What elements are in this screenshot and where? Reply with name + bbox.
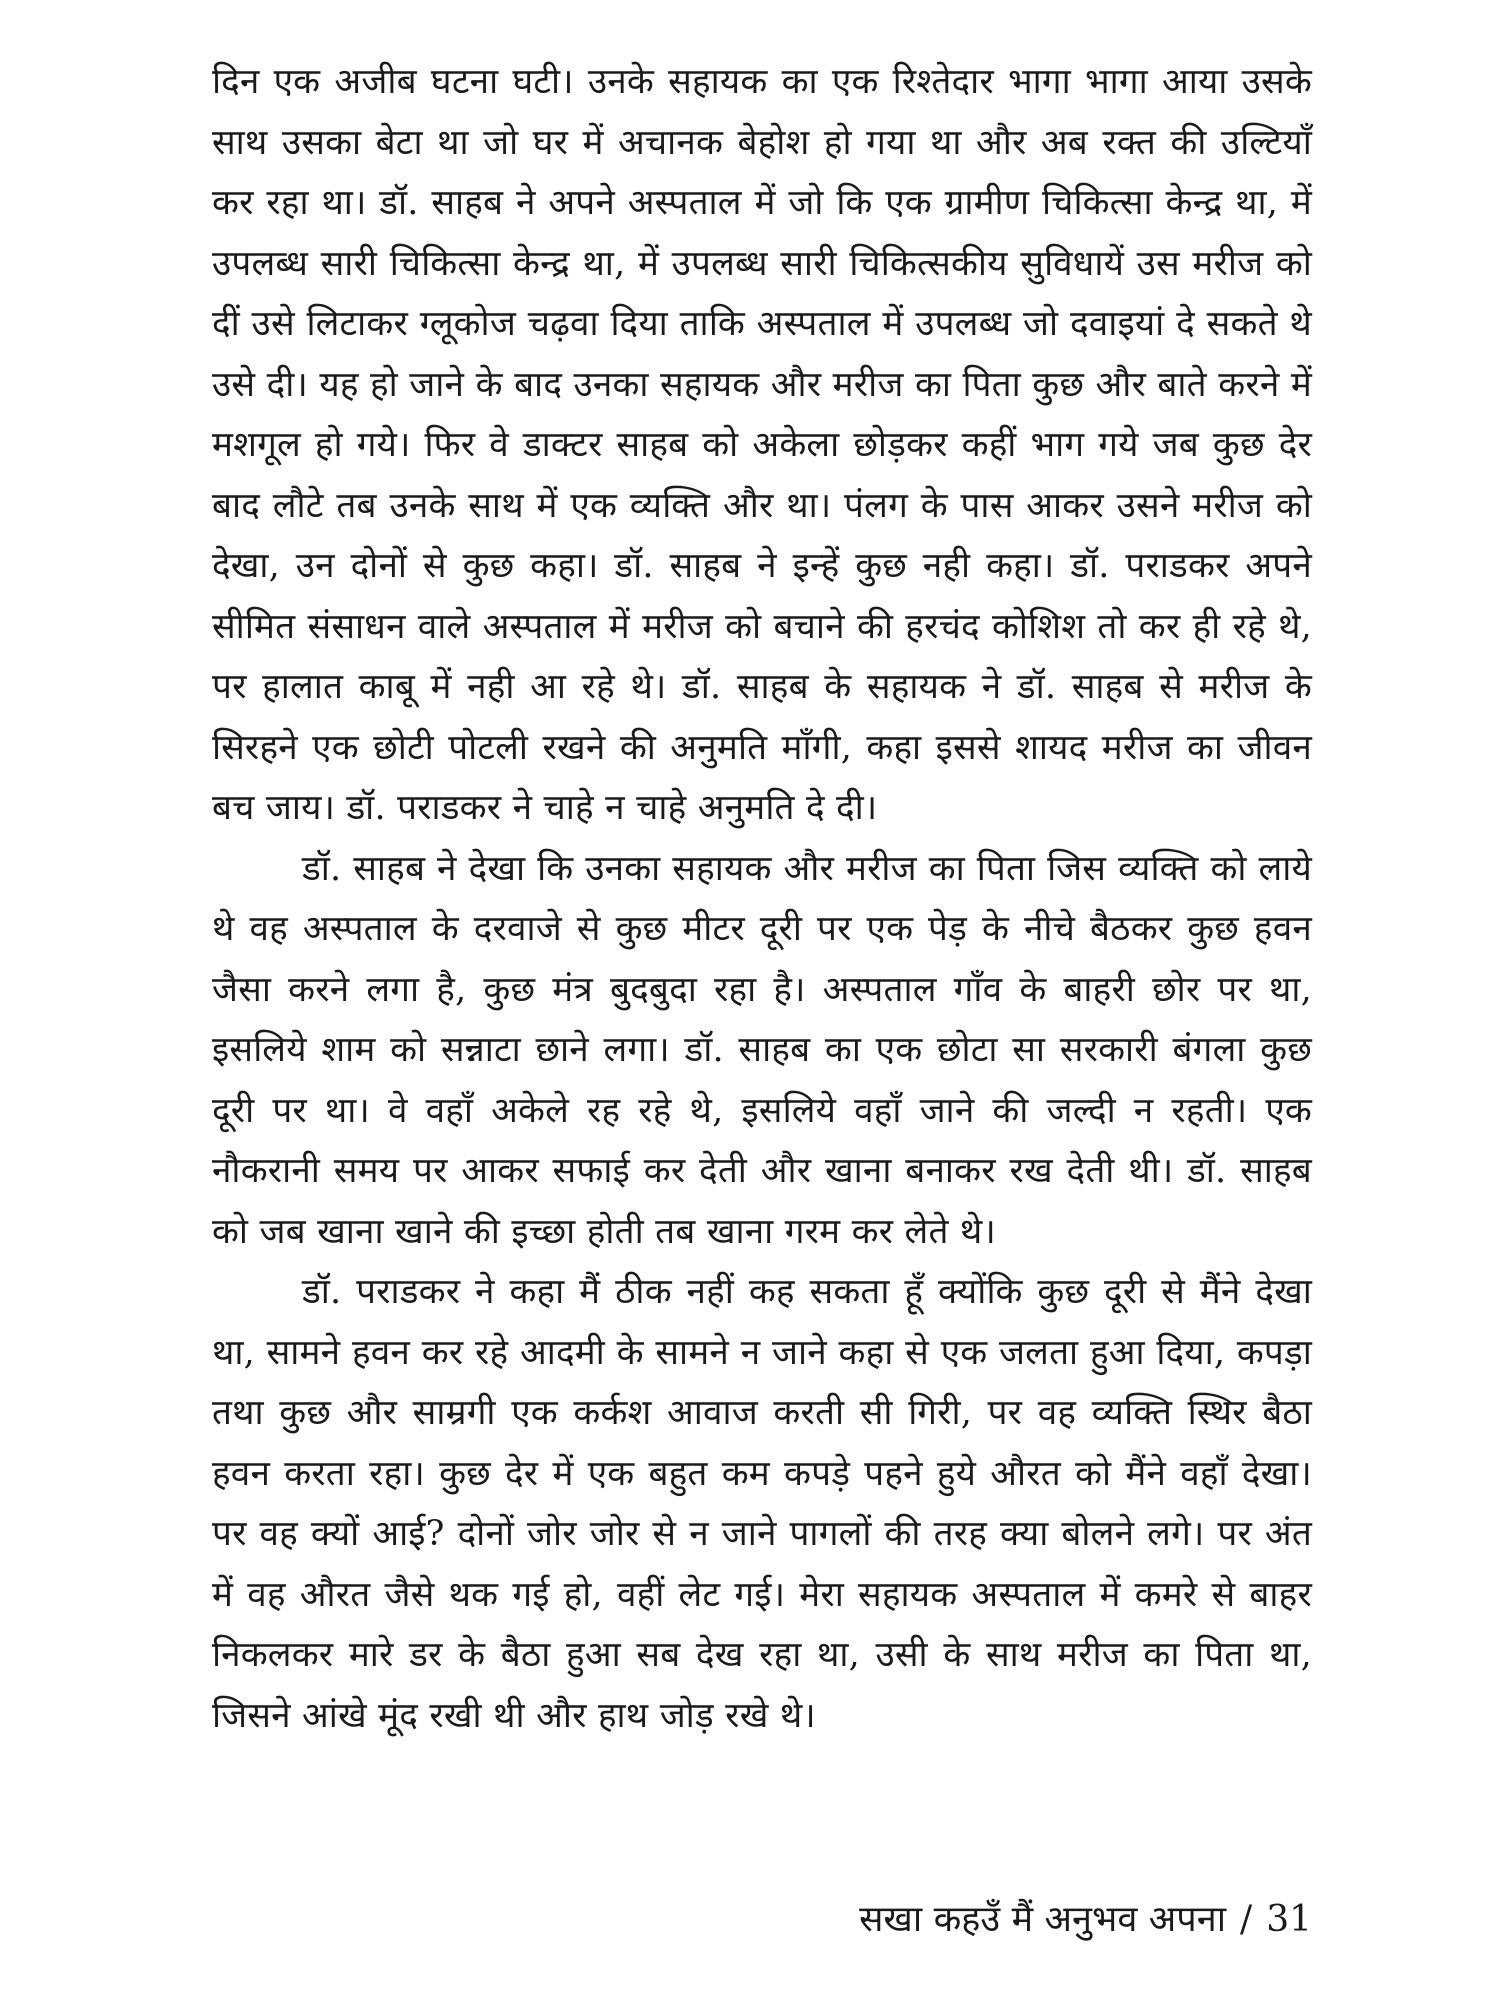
paragraph-2: डॉ. साहब ने देखा कि उनका सहायक और मरीज का पिता जिस व्यक्ति को लाये थे वह अस्पताल के दरवाजे से कुछ मीटर दूरी पर एक पेड़ के नीचे बैठकर कुछ हवन जैसा करने लगा है, कुछ मंत्र बुदबुदा रहा है। अस्पताल गाँव के बाहरी छोर पर था, इसलिये शाम को सन्नाटा छाने लगा। डॉ. साहब का एक छोटा सा सरकारी बंगला कुछ दूरी पर था। वे वहाँ अकेले रह रहे थे, इसलिये वहाँ जाने की जल्दी न रहती। एक नौकरानी समय पर आकर सफाई कर देती और खाना बनाकर रख देती थी। डॉ. साहब को जब खाना खाने की इच्छा होती तब खाना गरम कर लेते थे। (212, 848, 1312, 1252)
page-footer (859, 1890, 1312, 1950)
paragraph-3: डॉ. पराडकर ने कहा मैं ठीक नहीं कह सकता हूँ क्योंकि कुछ दूरी से मैंने देखा था, सामने हवन कर रहे आदमी के सामने न जाने कहा से एक जलता हुआ दिया, कपड़ा तथा कुछ और साम्रगी एक कर्कश आवाज करती सी गिरी, पर वह व्यक्ति स्थिर बैठा हवन करता रहा। कुछ देर में एक बहुत कम कपड़े पहने हुये औरत को मैंने वहाँ देखा। पर वह क्यों आई? दोनों जोर जोर से न जाने पागलों की तरह क्या बोलने लगे। पर अंत में वह औरत जैसे थक गई हो, वहीं लेट गई। मेरा सहायक अस्पताल में कमरे से बाहर निकलकर मारे डर के बैठा हुआ सब देख रहा था, उसी के साथ मरीज का पिता था, जिसने आंखे मूंद रखी थी और हाथ जोड़ रखे थे। (212, 1272, 1312, 1736)
footer-separator: / (1240, 1899, 1253, 1940)
body-text (212, 52, 1312, 1746)
paragraph-1: दिन एक अजीब घटना घटी। उनके सहायक का एक रिश्तेदार भागा भागा आया उसके साथ उसका बेटा था जो घर में अचानक बेहोश हो गया था और अब रक्त की उल्टियाँ कर रहा था। डॉ. साहब ने अपने अस्पताल में जो कि एक ग्रामीण चिकित्सा केन्द्र था, में उपलब्ध सारी चिकित्सा केन्द्र था, में उपलब्ध सारी चिकित्सकीय सुविधायें उस मरीज को दीं उसे लिटाकर ग्लूकोज चढ़वा दिया ताकि अस्पताल में उपलब्ध जो दवाइयां दे सकते थे उसे दी। यह हो जाने के बाद उनका सहायक और मरीज का पिता कुछ और बाते करने में मशगूल हो गये। फिर वे डाक्टर साहब को अकेला छोड़कर कहीं भाग गये जब कुछ देर बाद लौटे तब उनके साथ में एक व्यक्ति और था। पंलग के पास आकर उसने मरीज को देखा, उन दोनों से कुछ कहा। डॉ. साहब ने इन्हें कुछ नही कहा। डॉ. पराडकर अपने सीमित संसाधन वाले अस्पताल में मरीज को बचाने की हरचंद कोशिश तो कर ही रहे थे, पर हालात काबू में नही आ रहे थे। डॉ. साहब के सहायक ने डॉ. साहब से मरीज के सिरहने एक छोटी पोटली रखने की अनुमति माँगी, कहा इससे शायद मरीज का जीवन बच जाय। डॉ. पराडकर ने चाहे न चाहे अनुमति दे दी। (212, 62, 1312, 828)
book-title: सखा कहउँ मैं अनुभव अपना (859, 1899, 1227, 1940)
page-number: 31 (1266, 1899, 1312, 1940)
